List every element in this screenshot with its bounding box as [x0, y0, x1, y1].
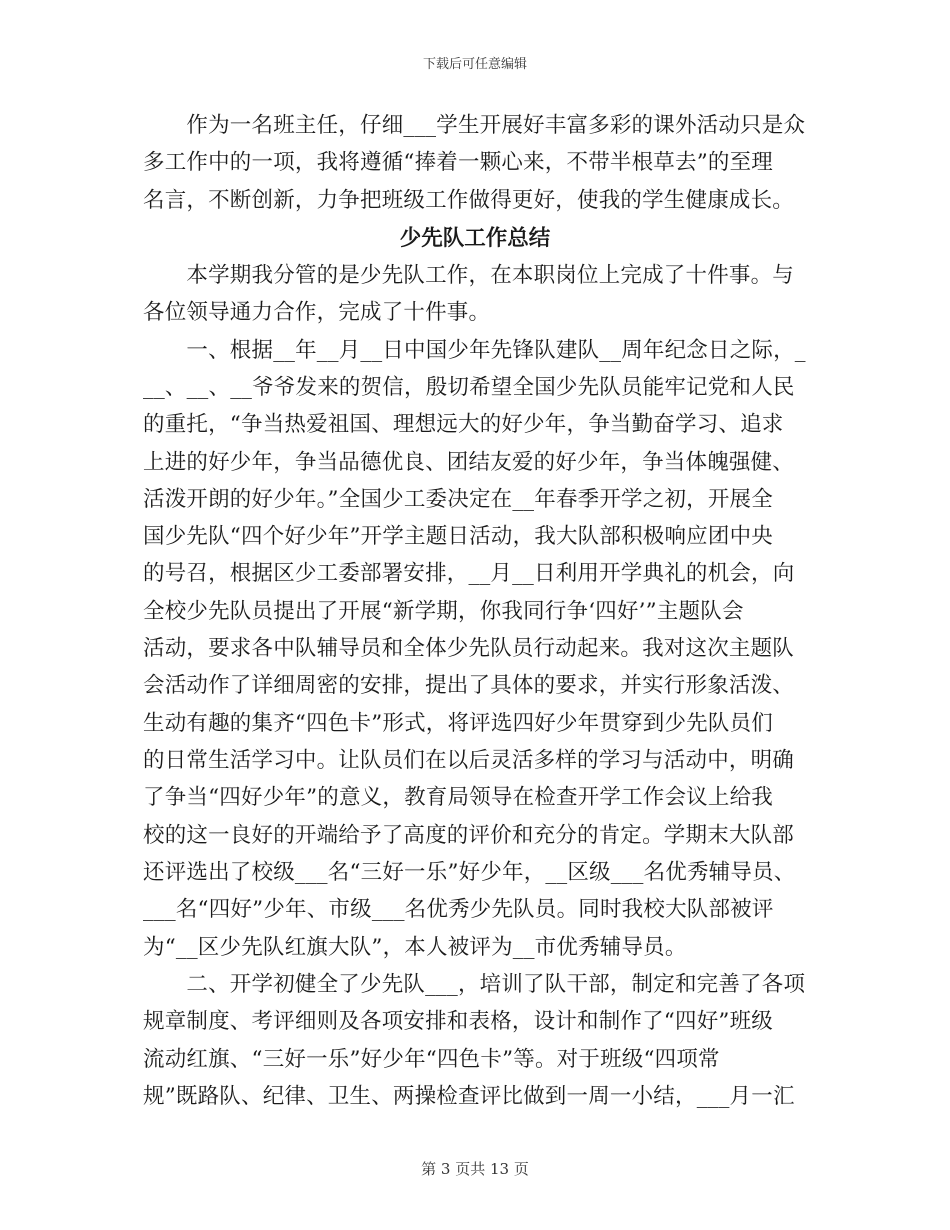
page-header: 下载后可任意编辑 — [422, 57, 527, 72]
body-line: ___名“四好”少年、市级___名优秀少先队员。同时我校大队部被评 — [143, 897, 774, 922]
body-line: 流动红旗、“三好一乐”好少年“四色卡”等。对于班级“四项常 — [143, 1047, 720, 1072]
body-line: 会活动作了详细周密的安排，提出了具体的要求，并实行形象活泼、 — [143, 673, 795, 698]
body-line: 活泼开朗的好少年。”全国少工委决定在__年春季开学之初，开展全 — [143, 487, 773, 512]
body-line: 国少先队“四个好少年”开学主题日活动，我大队部积极响应团中央 — [143, 524, 773, 549]
body-line: 规”既路队、纪律、卫生、两操检查评比做到一周一小结，___月一汇 — [143, 1084, 795, 1109]
body-line: 还评选出了校级___名“三好一乐”好少年，__区级___名优秀辅导员、 — [143, 860, 796, 885]
body-line: 本学期我分管的是少先队工作，在本职岗位上完成了十件事。与 — [143, 263, 795, 288]
body-line: 的重托，“争当热爱祖国、理想远大的好少年，争当勤奋学习、追求 — [143, 412, 784, 437]
body-line: __、__、__爷爷发来的贺信，殷切希望全国少先队员能牢记党和人民 — [143, 375, 795, 400]
body-line: 二、开学初健全了少先队___，培训了队干部，制定和完善了各项 — [143, 972, 806, 997]
body-line: 为“__区少先队红旗大队”，本人被评为__市优秀辅导员。 — [143, 935, 687, 960]
section-title: 少先队工作总结 — [399, 226, 551, 251]
body-line: 多工作中的一项，我将遵循“捧着一颗心来，不带半根草去”的至理 — [143, 150, 773, 175]
body-line: 生动有趣的集齐“四色卡”形式，将评选四好少年贯穿到少先队员们 — [143, 711, 773, 736]
body-line: 各位领导通力合作，完成了十件事。 — [143, 300, 491, 325]
body-line: 的号召，根据区少工委部署安排，__月__日利用开学典礼的机会，向 — [143, 561, 795, 586]
page-number-footer: 第 3 页共 13 页 — [421, 1160, 529, 1178]
body-line: 规章制度、考评细则及各项安排和表格，设计和制作了“四好”班级 — [143, 1009, 773, 1034]
body-line: 作为一名班主任，仔细___学生开展好丰富多彩的课外活动只是众 — [143, 113, 806, 138]
body-line: 活动，要求各中队辅导员和全体少先队员行动起来。我对这次主题队 — [143, 636, 795, 661]
body-line: 的日常生活学习中。让队员们在以后灵活多样的学习与活动中，明确 — [143, 748, 795, 773]
body-line: 一、根据__年__月__日中国少年先锋队建队__周年纪念日之际，_ — [143, 338, 806, 363]
body-line: 全校少先队员提出了开展“新学期，你我同行争‘四好’”主题队会 — [143, 599, 744, 624]
body-line: 上进的好少年，争当品德优良、团结友爱的好少年，争当体魄强健、 — [143, 450, 795, 475]
body-line: 校的这一良好的开端给予了高度的评价和充分的肯定。学期末大队部 — [143, 823, 795, 848]
body-line: 名言，不断创新，力争把班级工作做得更好，使我的学生健康成长。 — [143, 188, 795, 213]
body-line: 了争当“四好少年”的意义，教育局领导在检查开学工作会议上给我 — [143, 785, 773, 810]
